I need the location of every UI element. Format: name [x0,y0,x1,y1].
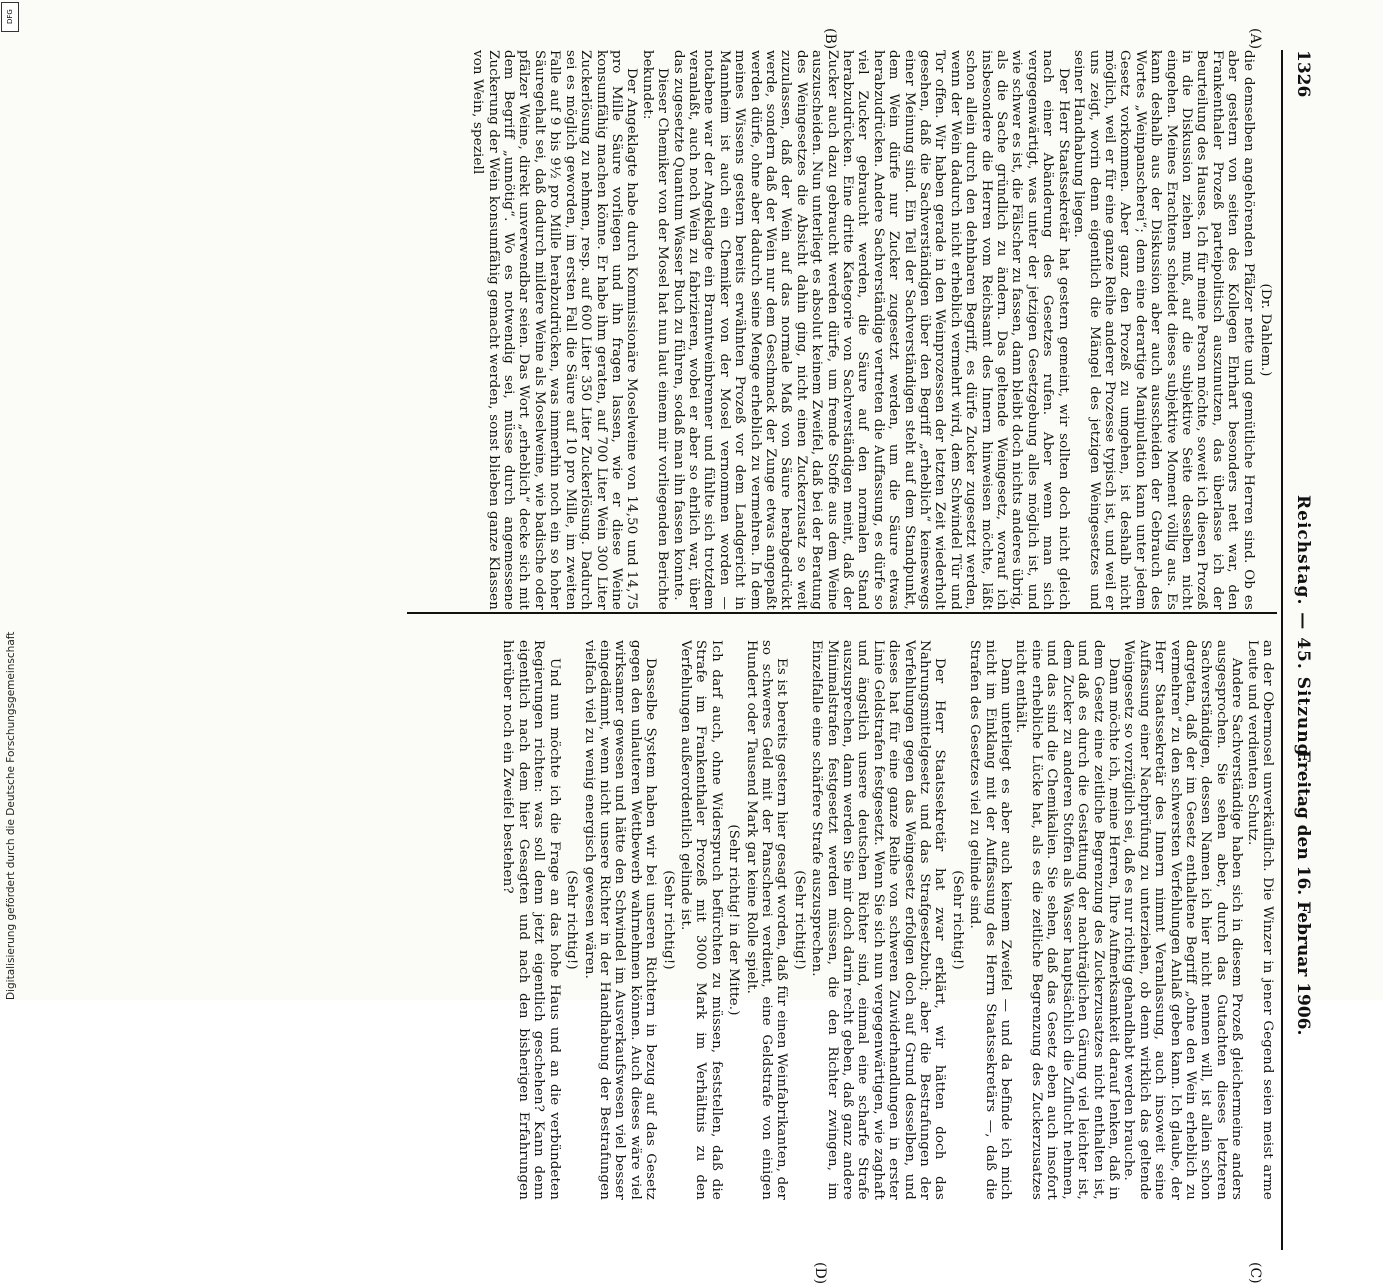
paragraph: Andere Sachverständige haben sich in diesem Prozeß gleichermeine anders ausgesprochen. Sie sehen aber, durch das Gutachten dieses letzteren Sachverständigen, dessen Namen ich hier nicht nennen will, ist allein schon dargetan, daß der im Gesetz enthaltene Begriff „ohne den Wein erheblich zu vermehren“ zu den schwersten Verfehlungen Anlaß geben kann. Ich glaube, der Herr Staatssekretär des Innern nimmt Veranlassung, auch insoweit seine Auffassung einer Nachprüfung zu unterziehen, ob denn wirklich das geltende Weingesetz so vorzüglich sei, daß es nur richtig gehandhabt werden brauche. [1121,640,1245,1200]
margin-marker-a: (A) [1247,28,1263,50]
paragraph: Der Herr Staatssekretär hat gestern gemeint, wir sollten doch nicht gleich nach einer Abänderung des Gesetzes rufen. Aber wenn man sich vergegenwärtigt, was unter der jetzigen Gesetzgebung alles möglich ist, und wie schwer es ist, die Fälscher zu fassen, dann bleibt doch nichts anderes übrig, als die Sache gründlich zu ändern. Das geltende Weingesetz, worauf ich insbesondere die Herren vom Reichsamt des Innern hinweisen möchte, läßt schon allein durch den dehnbaren Begriff, es dürfe Zucker zugesetzt werden, wenn der Wein dadurch nicht erheblich vermehrt wird, dem Schwindel Tür und Tor offen. Wir haben gerade in den Weinprozessen der letzten Zeit wiederholt gesehen, daß die Sachverständigen über den Begriff „erheblich“ keineswegs einer Meinung sind. Ein Teil der Sachverständigen steht auf dem Standpunkt, dem Wein dürfe nur Zucker zugesetzt werden, um die Säure etwas herabzudrücken. Andere Sachverständige vertreten die Auffassung, es dürfe so viel Zucker gebraucht werden, die Säure auf den normalen Stand herabzudrücken. Eine dritte Kategorie von Sachverständigen meint, daß der Zucker auch dazu gebraucht werden dürfe, um fremde Stoffe aus dem Weine auszuscheiden. Nun unterliegt es absolut keinem Zweifel, daß bei der Beratung des Weingesetzes die Absicht dahin ging, nicht einen Zuckerzusatz so weit zuzulassen, daß der Wein auf das normale Maß von Säure herabgedrückt werde, sondern daß der Wein nur dem Geschmack der Zunge etwas angepaßt werden dürfe, ohne aber dadurch seine Menge erheblich zu vermehren. In dem meines Wissens gestern bereits erwähnten Prozeß vor dem Landgericht in Mannheim ist auch ein Chemiker von der Mosel vernommen worden — notabene war der Angeklagte ein Branntweinbrenner und fühlte sich trotzdem veranlaßt, auch noch Wein zu fabrizieren, wobei er aber so ehrlich war, über das zugesetzte Quantum Wasser Buch zu führen, sodaß man ihn fassen konnte. [670,50,1071,610]
digitization-credit: Digitalisierung gefördert durch die Deutsche Forschungsgemeinschaft [5,631,17,1000]
interjection: (Dr. Dahlem.) [1258,283,1273,377]
paragraph: die demselben angehörenden Pfälzer nette und gemütliche Herren sind. Ob es aber gestern von seiten des Kollegen Ehrhart besonders nett war, den Frankenthaler Prozeß parteipolitisch auszunutzen, das überlasse ich der Beurteilung des Hauses. Ich für meine Person möchte, soweit ich diesen Prozeß in die Diskussion ziehen muß, auf die subjektive Seite desselben nicht eingehen. Meines Erachtens scheidet dieses subjektive Moment völlig aus. Es kann deshalb aus der Diskussion aber auch ausscheiden der Gebrauch des Wortes „Weinpanscherei“; denn eine derartige Manipulation kann unter jedem Gesetz vorkommen. Aber ganz den Prozeß zu umgehen, ist deshalb nicht möglich, weil er für eine ganze Reihe anderer Prozesse typisch ist, und weil er uns zeigt, worin denn eigentlich die Mängel des jetzigen Weingesetzes und seiner Handhabung liegen. [1071,50,1256,610]
running-title: Reichstag. — 45. Sitzung. [1293,495,1313,764]
column-divider [407,612,1277,614]
interjection: (Sehr richtig!) [791,870,807,970]
dfg-logo: DFG [1,2,19,32]
page-header [1283,50,1313,1250]
paragraph: Ich darf auch, ohne Widerspruch befürchten zu müssen, feststellen, daß die Strafe im Frankenthaler Prozeß mit 3000 Mark im Verhältnis zu den Verfehlungen außerordentlich gelinde ist. [677,640,724,1200]
margin-marker-d: (D) [812,1262,828,1284]
paragraph: Dann möchte ich, meine Herren, Ihre Aufmerksamkeit darauf lenken, daß in dem Gesetz eine zeitliche Begrenzung des Zuckerzusatzes nicht enthalten ist, und daß es durch die Gestattung der nachträglichen Gärung viel leichter ist, dem Zucker zu anderen Stoffen als Wasser hauptsächlich die Zuflucht nehmen, und das sind die Chemikalien. Sie sehen, daß das Gesetz eben auch insofort eine erhebliche Lücke hat, als es die zeitliche Begrenzung des Zuckerzusatzes nicht enthält. [1013,640,1121,1200]
interjection: (Sehr richtig!) [564,870,580,970]
paragraph: Dann unterliegt es aber auch keinem Zweifel — und da befinde ich mich nicht im Einklang mit der Auffassung des Herrn Staatssekretärs —, daß die Strafen des Gesetzes viel zu gelinde sind. [967,640,1014,1200]
margin-marker-b: (B) [822,28,838,50]
interjection: (Sehr richtig! in der Mitte.) [726,824,742,1016]
left-text-column [405,50,1275,610]
session-date: Freitag den 16. Februar 1906. [1293,750,1313,1036]
paragraph: Dasselbe System haben wir bei unseren Richtern in bezug auf das Gesetz gegen den unlauteren Wettbewerb wahrnehmen können. Auch dieses wäre viel wirksamer gewesen und hätte den Schwindel im Ausverkaufswesen viel besser eingedämmt, wenn nicht unsere Richter in der Handhabung der Bestrafungen vielfach viel zu wenig energisch gewesen wären. [581,640,659,1200]
interjection: (Sehr richtig!) [660,870,676,970]
interjection: (Sehr richtig!) [949,870,965,970]
page-number: 1326 [1293,50,1313,98]
paragraph: Und nun möchte ich die Frage an das hohe Haus und an die verbündeten Regierungen richten: was soll denn jetzt eigentlich geschehen? Kann denn eigentlich nach dem hier Gesagten und nach den bisherigen Erfahrungen hierüber noch ein Zweifel bestehen? [500,640,562,1200]
paragraph: Der Herr Staatssekretär hat zwar erklärt, wir hätten doch das Nahrungsmittelgesetz und das Strafgesetzbuch; aber die Bestrafungen der Verfehlungen gegen das Weingesetz erfolgen doch auf Grund desselben, und dieses hat für eine ganze Reihe von schweren Zuwiderhandlungen in erster Linie Geldstrafen festgesetzt. Wenn Sie sich nun vergegenwärtigen, wie zaghaft und ängstlich unsere deutschen Richter sind, einmal eine scharfe Strafe auszusprechen, dann werden Sie mir doch darin recht geben, daß ganz andere Minimalstrafen festgesetzt werden müssen, die den Richter zwingen, im Einzelfalle eine schärfere Strafe auszusprechen. [809,640,948,1200]
paragraph: an der Obermosel unverkäuflich. Die Winzer in jener Gegend seien meist arme Leute und verdienten Schutz. [1244,640,1275,1200]
paragraph: Dieser Chemiker von der Mosel hat nun laut einem mir vorliegenden Berichte bekundet: [639,50,671,610]
margin-marker-c: (C) [1247,1262,1263,1284]
right-text-column [405,640,1275,1200]
paragraph: Es ist bereits gestern hier gesagt worden, daß für einen Weinfabrikanten, der so schweres Geld mit der Panscherei verdient, eine Geldstrafe von einigen Hundert oder Tausend Mark gar keine Rolle spielt. [743,640,790,1200]
paragraph: Der Angeklagte habe durch Kommissionäre Moselweine von 14,50 und 14,75 pro Mille Säure vorliegen und ihn fragen lassen, wie er diese Weine konsumfähig machen könne. Er habe ihm geraten, auf 700 Liter Wein 300 Liter Zuckerlösung zu nehmen, resp. auf 600 Liter 350 Liter Zuckerlösung. Dadurch sei es möglich geworden, im ersten Fall die Säure auf 10 pro Mille, im zweiten Falle auf 9 bis 9½ pro Mille herabzudrücken, was immerhin noch ein so hoher Säuregehalt sei, daß dadurch mildere Weine als Moselweine, wie badische oder pfälzer Weine, direkt unverwendbar seien. Das Wort „erheblich“ decke sich mit dem Begriff „unnötig“. Wo es notwendig sei, müsse durch angemessene Zuckerung der Wein konsumfähig gemacht werden, sonst blieben ganze Klassen von Wein, speziell [470,50,640,610]
header-rule [1281,50,1283,1250]
